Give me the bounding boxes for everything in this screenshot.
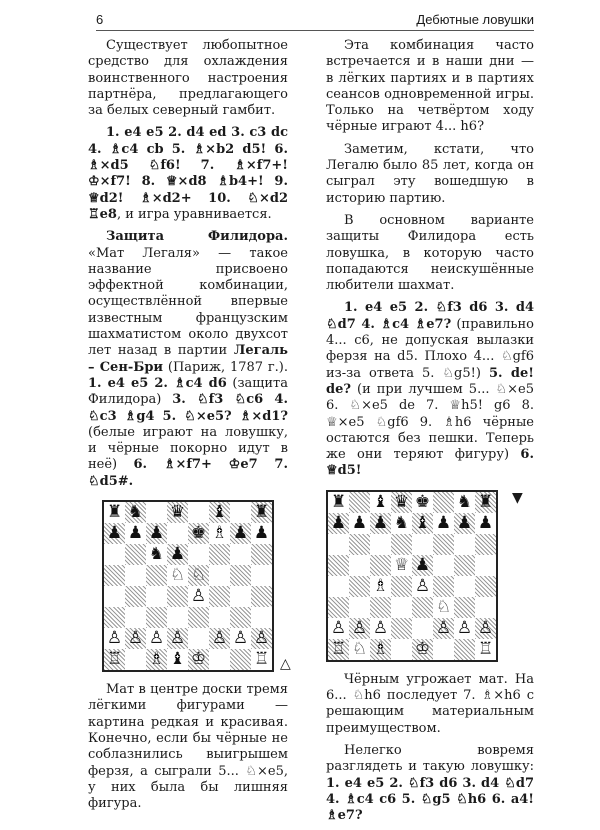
board-square [146,607,167,628]
board-square [454,576,475,597]
chess-piece-square: ♙ [433,618,454,639]
page-number: 6 [96,12,104,27]
chess-piece-square: ♗ [209,523,230,544]
board-square [125,607,146,628]
board-square [209,649,230,670]
chess-piece-square: ♙ [475,618,496,639]
chess-piece-square: ♟ [146,523,167,544]
board-square [209,586,230,607]
chess-piece-square: ♗ [370,576,391,597]
paragraph: Чёрным угрожает мат. На 6... ♘h6 последует 7. ♗×h6 с решающим материальным преимуществом. [326,671,534,736]
paragraph [326,743,534,824]
chess-piece-square: ♙ [146,628,167,649]
board-square [412,618,433,639]
chess-piece-square: ♙ [125,628,146,649]
board-square [349,597,370,618]
board-square [230,586,251,607]
chess-piece-square: ♘ [167,565,188,586]
chess-piece-square: ♝ [412,513,433,534]
board-square [391,618,412,639]
chess-piece-square: ♟ [412,555,433,576]
chess-piece-square: ♟ [104,523,125,544]
board-square [391,576,412,597]
chess-piece-square: ♔ [412,639,433,660]
board-square [104,607,125,628]
board-square [230,502,251,523]
board-square [125,565,146,586]
board-square [251,565,272,586]
board-square [454,534,475,555]
paragraph [88,125,288,223]
board-square [370,534,391,555]
chess-piece-square: ♟ [328,513,349,534]
chess-piece-square: ♝ [209,502,230,523]
paragraph-text: Нелегко вовремя разглядеть и такую ловушку: [326,742,534,775]
board-square [125,649,146,670]
board-square [251,544,272,565]
board-square [349,576,370,597]
move-sequence: 6. ♗×f7+ ♔e7 7. ♘d5#. [88,457,288,489]
chess-piece-square: ♙ [370,618,391,639]
board-square [230,607,251,628]
paragraph [88,229,288,490]
chess-piece-square: ♙ [412,576,433,597]
board-square [209,565,230,586]
board-square [167,523,188,544]
chess-piece-square: ♙ [328,618,349,639]
move-sequence: 3. ♘f3 ♘c6 4. ♘c3 ♗g4 5. ♘×e5? ♗×d1? [88,392,288,424]
board-square [167,586,188,607]
board-square [454,555,475,576]
paragraph: В основном варианте защиты Филидора есть ловушка, в которую часто попадаются неискушённые любители шахмат. [326,212,534,294]
black-to-move-icon: ▼ [512,489,523,506]
chess-piece-square: ♟ [167,544,188,565]
move-sequence: 5. de! de? [326,365,534,397]
board-square [125,586,146,607]
board-square [104,565,125,586]
chess-piece-square: ♟ [349,513,370,534]
paragraph: Эта комбинация часто встречается и в наши дни — в лёгких партиях и в партиях сеансов одновременной игры. Только на четвёртом ходу чёрные играют 4... h6? [326,38,534,135]
chess-piece-square: ♚ [188,523,209,544]
paragraph: Существует любопытное средство для охлаждения воинственного настроения партнёра, предлагающего за белых северный гамбит. [88,38,288,119]
board-square [475,555,496,576]
chess-piece-square: ♜ [475,492,496,513]
paragraph [326,300,534,479]
chess-piece-square: ♕ [391,555,412,576]
section-heading: Защита Филидора. [106,229,288,245]
game-name: Легаль – Сен-Бри [88,343,288,375]
board-square [433,639,454,660]
move-sequence: 1. e4 e5 2. d4 ed 3. c3 dc 4. ♗c4 cb 5. ♗×b2 d5! 6. ♗×d5 ♘f6! 7. ♗×f7+! ♔×f7! 8. ♕×d8 ♗b4+! 9. ♕d2! ♗×d2+ 10. ♘×d2 ♖e8 [88,125,288,222]
chess-piece-square: ♚ [412,492,433,513]
board-square [475,534,496,555]
chess-piece-square: ♔ [188,649,209,670]
chessboard [326,490,498,662]
move-sequence: 1. e4 e5 2. ♘f3 d6 3. d4 ♘d7 4. ♗c4 c6 5. ♘g5 ♘h6 6. a4! ♗e7? [326,775,534,824]
paragraph-text: (и при лучшем 5... ♘×e5 6. ♘×e5 de 7. ♕h5! g6 8. ♕×e5 ♘gf6 9. ♗h6 чёрные остаются без пешки. Теперь же они теряют фигуру) [326,381,534,463]
chess-diagram-right [326,490,534,662]
chess-piece-square: ♞ [146,544,167,565]
board-square [146,502,167,523]
chess-piece-square: ♖ [251,649,272,670]
chess-piece-square: ♜ [328,492,349,513]
chess-piece-square: ♞ [454,492,475,513]
chess-piece-square: ♟ [251,523,272,544]
chess-piece-square: ♙ [209,628,230,649]
chess-piece-square: ♗ [370,639,391,660]
paragraph: Мат в центре доски тремя лёгкими фигурами — картина редкая и красивая. Конечно, если бы чёрные не соблазнились выигрышем ферзя, а сыграли 5... ♘×e5, у них была бы лишняя фигура. [88,682,288,812]
board-square [209,544,230,565]
board-square [230,544,251,565]
chess-piece-square: ♜ [251,502,272,523]
board-square [104,544,125,565]
board-square [209,607,230,628]
chess-piece-square: ♝ [370,492,391,513]
board-square [454,639,475,660]
board-square [188,502,209,523]
chess-piece-square: ♙ [349,618,370,639]
board-square [104,586,125,607]
board-square [188,607,209,628]
chess-piece-square: ♖ [104,649,125,670]
board-square [391,639,412,660]
move-sequence: 1. e4 e5 2. ♗c4 d6 [88,375,227,391]
chess-piece-square: ♙ [167,628,188,649]
board-square [328,555,349,576]
board-square [328,534,349,555]
board-square [433,555,454,576]
chess-piece-square: ♟ [475,513,496,534]
board-square [475,576,496,597]
chess-piece-square: ♙ [188,586,209,607]
chess-piece-square: ♗ [146,649,167,670]
chess-piece-square: ♝ [167,649,188,670]
chess-piece-square: ♞ [391,513,412,534]
board-square [412,534,433,555]
board-square [349,534,370,555]
right-column [326,38,534,830]
chess-piece-square: ♟ [230,523,251,544]
chess-piece-square: ♙ [230,628,251,649]
board-square [349,555,370,576]
board-square [454,597,475,618]
chess-piece-square: ♘ [349,639,370,660]
chess-piece-square: ♙ [454,618,475,639]
board-square [370,597,391,618]
board-square [251,607,272,628]
board-square [328,576,349,597]
running-title: Дебютные ловушки [416,12,534,27]
board-square [433,492,454,513]
board-square [391,597,412,618]
chess-piece-square: ♖ [328,639,349,660]
board-square [125,544,146,565]
paragraph-text: «Мат Легаля» — такое название присвоено эффектной комбинации, осуществлённой впервые известным французским шахматистом около двухсот лет назад в партии [88,245,288,359]
board-square [230,565,251,586]
chess-piece-square: ♙ [251,628,272,649]
paragraph-text: , и игра уравнивается. [116,206,272,222]
chess-piece-square: ♘ [188,565,209,586]
board-square [349,492,370,513]
chess-piece-square: ♙ [104,628,125,649]
chess-piece-square: ♛ [391,492,412,513]
paragraph-text: (правильно 4... c6, не допуская вылазки ферзя на d5. Плохо 4... ♘gf6 из-за ответа 5. ♘g5!) [326,316,534,381]
running-header [96,10,534,31]
board-square [475,597,496,618]
board-square [370,555,391,576]
board-square [328,597,349,618]
board-square [433,576,454,597]
chess-piece-square: ♘ [433,597,454,618]
board-square [391,534,412,555]
board-square [188,544,209,565]
move-sequence: 6. ♕d5! [326,447,534,479]
chess-piece-square: ♟ [370,513,391,534]
board-square [188,628,209,649]
chess-piece-square: ♛ [167,502,188,523]
paragraph-text: (белые играют на ловушку, и чёрные покорно идут в неё) [88,424,288,473]
chess-piece-square: ♟ [454,513,475,534]
chessboard [102,500,274,672]
board-square [230,649,251,670]
paragraph-text: (Париж, 1787 г.). [163,359,288,375]
board-square [251,586,272,607]
chess-piece-square: ♜ [104,502,125,523]
paragraph-text: (защита Филидора) [88,375,288,408]
chess-diagram-left [88,500,291,672]
left-column [88,38,291,818]
paragraph: Заметим, кстати, что Легалю было 85 лет, когда он сыграл эту вошедшую в историю партию. [326,141,534,206]
board-square [146,565,167,586]
chess-piece-square: ♟ [433,513,454,534]
board-square [146,586,167,607]
chess-piece-square: ♞ [125,502,146,523]
board-square [412,597,433,618]
move-sequence: 1. e4 e5 2. ♘f3 d6 3. d4 ♘d7 4. ♗c4 ♗e7? [326,300,534,332]
chess-piece-square: ♟ [125,523,146,544]
white-to-move-icon: △ [280,655,291,672]
board-square [433,534,454,555]
board-square [167,607,188,628]
chess-piece-square: ♖ [475,639,496,660]
